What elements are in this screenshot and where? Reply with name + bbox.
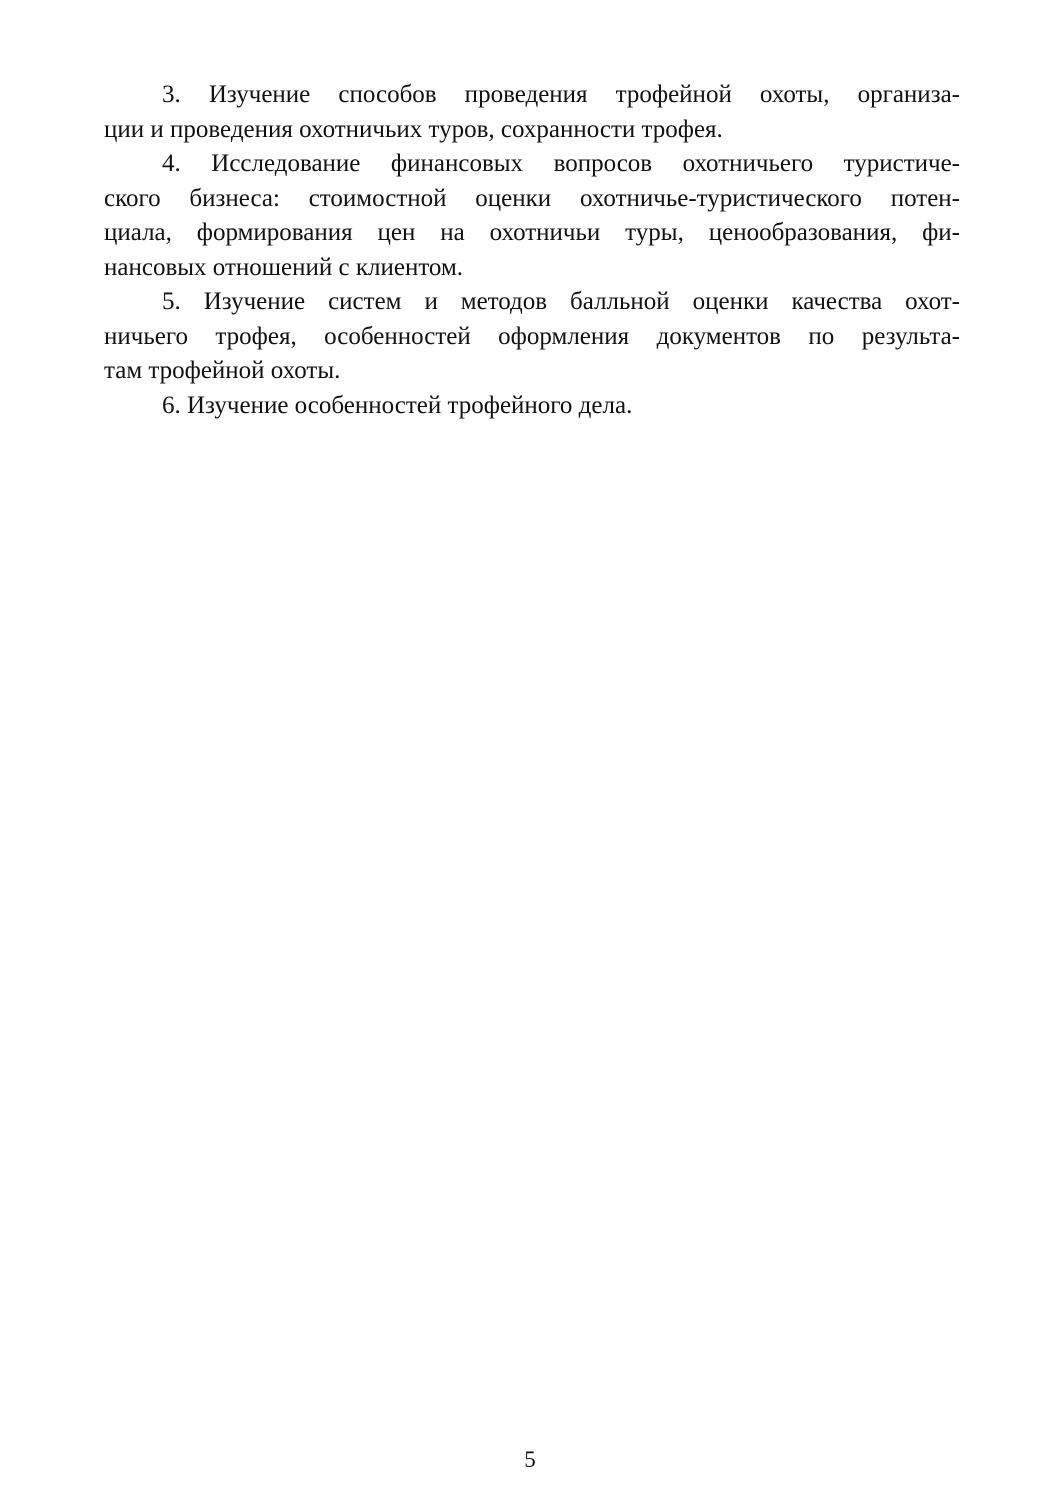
- paragraph-item-6: [104, 389, 960, 424]
- paragraph-line: нансовых отношений с клиентом.: [104, 253, 464, 281]
- paragraph-item-4: [104, 147, 960, 285]
- paragraph-item-3: [104, 78, 960, 147]
- paragraph-line: ничьего трофея, особенностей оформления документов по результа-: [104, 322, 960, 350]
- page-body: [104, 78, 960, 423]
- paragraph-line: 5. Изучение систем и методов балльной оценки качества охот-: [162, 288, 960, 315]
- paragraph-line: ского бизнеса: стоимостной оценки охотничье-туристического потен-: [104, 184, 960, 212]
- paragraph-line: там трофейной охоты.: [104, 357, 341, 384]
- page-number: 5: [524, 1447, 536, 1472]
- paragraph-item-5: [104, 285, 960, 389]
- paragraph-line: циала, формирования цен на охотничьи туры, ценообразования, фи-: [104, 219, 960, 246]
- paragraph-line: 4. Исследование финансовых вопросов охотничьего туристиче-: [162, 150, 960, 177]
- paragraph-line: 3. Изучение способов проведения трофейной охоты, организа-: [162, 81, 960, 108]
- paragraph-line: ции и проведения охотничьих туров, сохранности трофея.: [104, 115, 723, 143]
- paragraph-line: 6. Изучение особенностей трофейного дела.: [162, 391, 633, 419]
